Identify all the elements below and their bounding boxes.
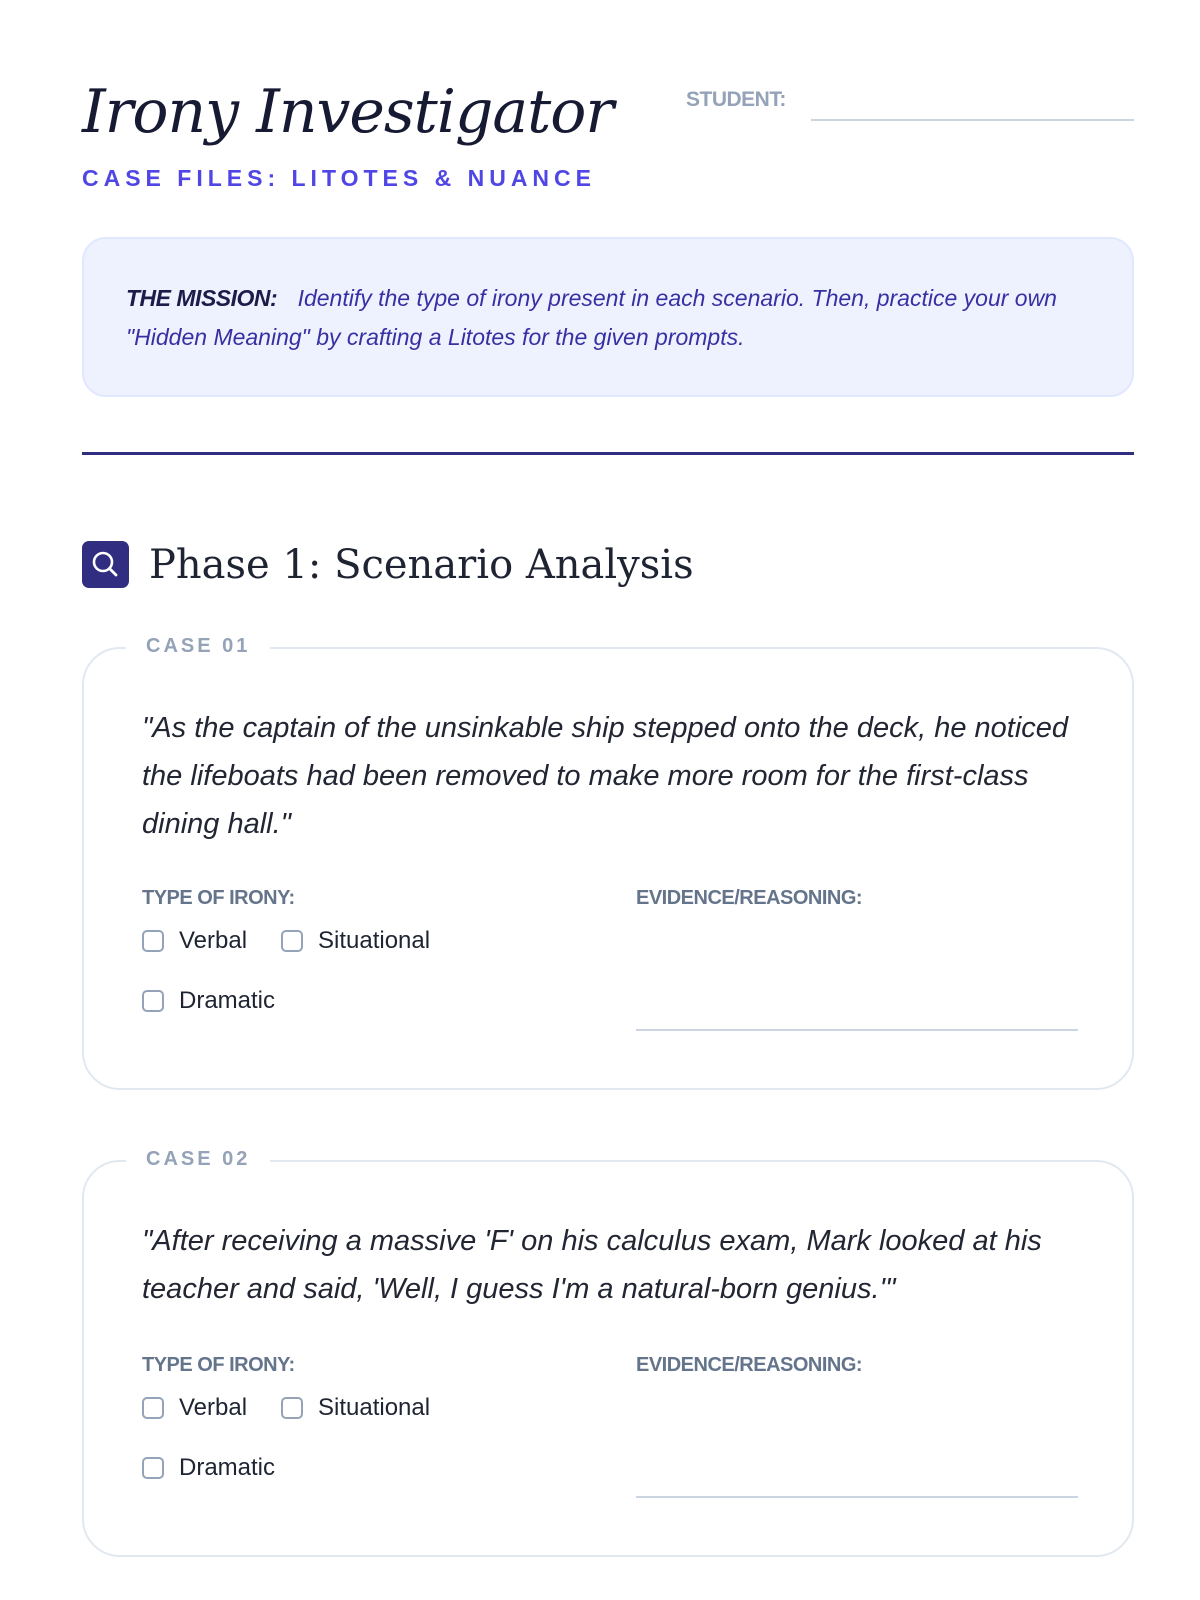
irony-type-label: TYPE OF IRONY: (142, 887, 295, 909)
case-label: CASE 01 (126, 633, 270, 659)
evidence-answer-field[interactable] (636, 1496, 1078, 1498)
option-label: Situational (318, 1394, 431, 1421)
option-label: Dramatic (179, 1454, 276, 1481)
case-quote: "After receiving a massive 'F' on his calculus exam, Mark looked at his teacher and said, 'Well, I guess I'm a natural-born genius.'" (142, 1225, 1042, 1305)
option-situational[interactable] (281, 927, 430, 955)
option-verbal[interactable] (142, 1394, 247, 1422)
student-label: STUDENT: (686, 88, 786, 111)
option-label: Situational (318, 927, 431, 954)
mission-text: Identify the type of irony present in each scenario. Then, practice your own "Hidden Meaning" by crafting a Litotes for the given prompts. (126, 285, 1057, 350)
mission-label: THE MISSION: (126, 285, 278, 311)
evidence-label: EVIDENCE/REASONING: (636, 887, 863, 909)
verbal-checkbox[interactable] (142, 930, 164, 952)
dramatic-checkbox[interactable] (142, 990, 164, 1012)
page-subtitle: CASE FILES: LITOTES & NUANCE (82, 165, 596, 191)
option-label: Verbal (179, 1394, 248, 1421)
phase-1-title: Phase 1: Scenario Analysis (149, 542, 694, 588)
mission-box (82, 237, 1134, 397)
section-divider (82, 452, 1134, 455)
option-label: Dramatic (179, 987, 276, 1014)
evidence-answer-field[interactable] (636, 1029, 1078, 1031)
case-card-01 (82, 635, 1134, 1090)
student-name-field[interactable] (811, 119, 1134, 121)
case-quote: "As the captain of the unsinkable ship stepped onto the deck, he noticed the lifeboats had been removed to make more room for the first-class dining hall." (142, 712, 1069, 840)
case-label: CASE 02 (126, 1146, 270, 1172)
page-title: Irony Investigator (82, 77, 614, 147)
case-card-02 (82, 1148, 1134, 1557)
irony-type-label: TYPE OF IRONY: (142, 1354, 295, 1376)
verbal-checkbox[interactable] (142, 1397, 164, 1419)
situational-checkbox[interactable] (281, 1397, 303, 1419)
dramatic-checkbox[interactable] (142, 1457, 164, 1479)
option-dramatic[interactable] (142, 987, 275, 1015)
situational-checkbox[interactable] (281, 930, 303, 952)
option-label: Verbal (179, 927, 248, 954)
option-situational[interactable] (281, 1394, 430, 1422)
evidence-label: EVIDENCE/REASONING: (636, 1354, 863, 1376)
option-verbal[interactable] (142, 927, 247, 955)
search-icon (82, 541, 129, 588)
option-dramatic[interactable] (142, 1454, 275, 1482)
